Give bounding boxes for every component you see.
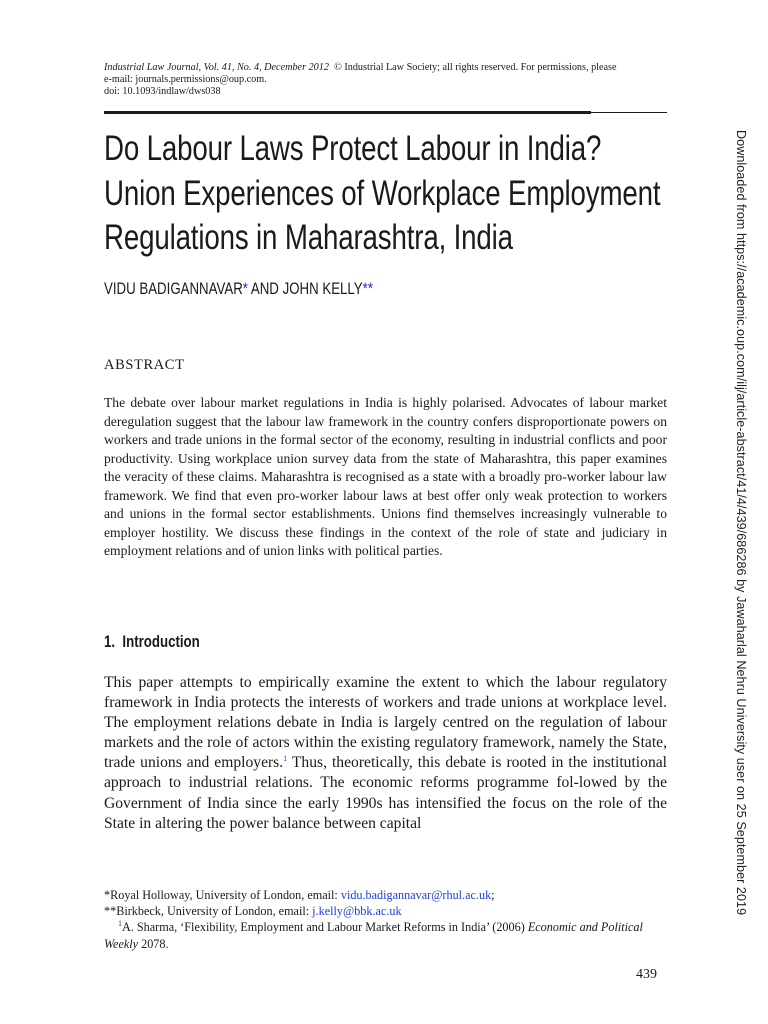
title-line-3: Regulations in Maharashtra, India [104,217,513,257]
footnote-1-affiliation: *Royal Holloway, University of London, email: [104,888,341,902]
journal-citation-line [104,62,670,74]
header-rule-thin [591,112,667,113]
author-1-footnote-link[interactable]: * [242,279,248,298]
title-line-2: Union Experiences of Workplace Employment [104,172,661,213]
download-side-note-text: Downloaded from https://academic.oup.com/ilj/article-abstract/41/4/439/686286 by Jawaharlal Nehru University user on 25 September 2019 [734,130,748,916]
page-number: 439 [636,967,657,982]
rights-notice: © Industrial Law Society; all rights reserved. For permissions, please [334,62,617,73]
article-title [104,126,661,260]
introduction-paragraph [104,673,667,834]
footnote-2-affiliation: **Birkbeck, University of London, email: [104,904,313,919]
journal-citation: Industrial Law Journal, Vol. 41, No. 4, December 2012 [104,62,329,73]
author-1-email-link[interactable]: vidu.badigannavar@rhul.ac.uk [340,888,492,902]
abstract-text: The debate over labour market regulations in India is highly polarised. Advocates of labour market deregulation suggest that the labour law framework in the country confers disproportionate powers on workers and trade unions in the formal sector of the economy, resulting in industrial conflicts and poor productivity. Using workplace union survey data from the state of Maharashtra, this paper examines the veracity of these claims. Maharashtra is recognised as a state with a broadly pro-worker labour law framework. We find that even pro-worker labour laws at best offer only weak protection to workers and unions in the formal sector establishments. Unions find themselves increasingly vulnerable to employer hostility. We discuss these findings in the context of the role of state and judiciary in employment relations and of union links with political parties. [104,395,667,558]
author-2-footnote-link[interactable]: ** [362,279,373,298]
download-side-note [730,130,748,916]
title-line-1: Do Labour Laws Protect Labour in India? [104,128,602,168]
footnote-1-number: 1 [118,919,122,929]
footnote-1-citation: A. Sharma, ‘Flexibility, Employment and Labour Market Reforms in India’ (2006) [122,920,528,935]
footnote-1-page: 2078. [138,936,169,951]
journal-header [104,62,670,97]
doi: doi: 10.1093/indlaw/dws038 [104,85,221,97]
authors [104,279,373,299]
author-joiner: AND [247,279,283,298]
author-2-email-link[interactable]: j.kelly@bbk.ac.uk [312,904,402,919]
footnote-author-1 [104,887,667,903]
footnotes [104,887,667,952]
abstract-heading: ABSTRACT [104,357,185,373]
footnote-1 [104,919,667,951]
footnote-1-suffix: ; [491,888,495,902]
intro-text-part-2: Thus, theoretically, this debate is rooted in the institutional approach to industrial relations. The economic reforms programme fol-lowed by the Government of India since the early 1990s has intensified the focus on the role of the State in altering the power balance between capital [104,754,667,832]
footnote-author-2 [104,903,667,919]
permissions-email: e-mail: journals.permissions@oup.com. [104,73,267,85]
intro-text-part-1: This paper attempts to empirically examine the extent to which the labour regulatory framework in India protects the interests of workers and trade unions at workplace level. The employment relations debate in India is largely centred on the regulation of labour markets and the role of actors within the existing regulatory framework, namely the State, trade unions and employers. [104,674,667,772]
author-2-name: JOHN KELLY [282,279,363,298]
author-1-name: VIDU BADIGANNAVAR [104,279,243,298]
header-rule-thick [104,111,591,114]
footnote-1-journal: Economic and Political Weekly [104,920,643,951]
footnote-1-link[interactable]: 1 [283,754,288,764]
section-heading-introduction: 1. Introduction [104,632,200,651]
